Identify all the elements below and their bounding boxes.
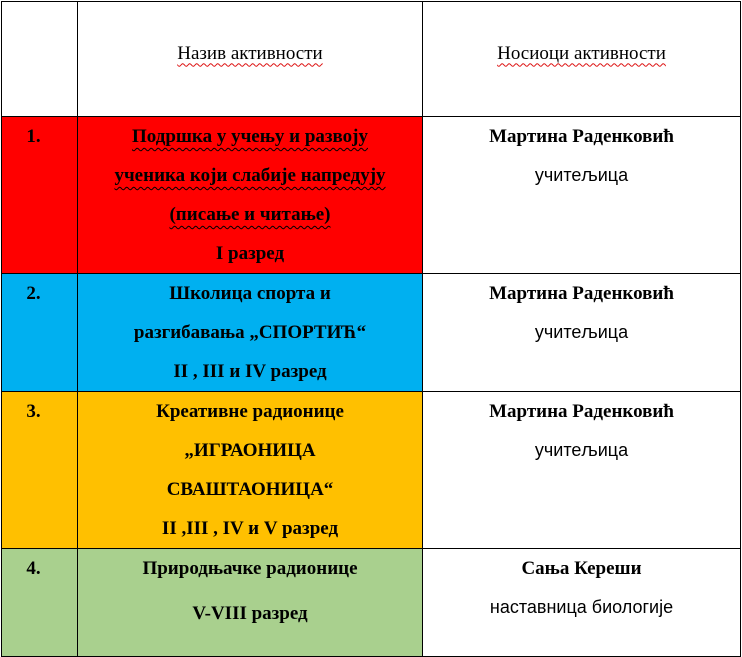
lead-name: Мартина Раденковић (489, 401, 674, 422)
activity-name-cell (78, 274, 423, 392)
activity-name-line: Подршка у учењу и развоју (131, 126, 368, 147)
lead-role: наставница биологије (489, 597, 674, 617)
activity-name-line: разгибавања „СПОРТИЋ“ (133, 322, 367, 343)
activity-lead-cell (423, 392, 741, 549)
lead-role: учитељица (534, 322, 629, 342)
activity-grade-line: I разред (215, 243, 285, 264)
lead-name: Мартина Раденковић (489, 283, 674, 304)
header-number-cell (2, 2, 78, 117)
activity-lead-cell (423, 549, 741, 657)
activity-lead-cell (423, 274, 741, 392)
activity-lead-cell (423, 117, 741, 274)
activities-table (1, 1, 741, 657)
table-row (2, 549, 741, 657)
row-number: 4. (2, 549, 78, 657)
row-number: 1. (2, 117, 78, 274)
activity-name-cell (78, 549, 423, 657)
activity-name-line: СВАШТАОНИЦА“ (166, 479, 334, 500)
activity-name-line: ученика који слабије напредују (114, 165, 386, 186)
lead-role: учитељица (534, 440, 629, 460)
activity-grade-line: V-VIII разред (192, 603, 308, 624)
lead-role: учитељица (534, 165, 629, 185)
table-row (2, 392, 741, 549)
row-number: 3. (2, 392, 78, 549)
activity-name-line: (писање и читање) (169, 204, 331, 225)
activity-name-line: „ИГРАОНИЦА (184, 440, 316, 461)
lead-name: Сања Кереши (521, 558, 642, 579)
row-number: 2. (2, 274, 78, 392)
activity-name-line: Креативне радионице (156, 401, 344, 422)
activity-name-line: Школица спорта и (169, 283, 331, 304)
header-activity-name-cell (78, 2, 423, 117)
header-activity-name: Назив активности (177, 42, 323, 64)
activity-name-cell (78, 392, 423, 549)
table-row (2, 117, 741, 274)
header-activity-lead: Носиоци активности (497, 42, 666, 64)
table-header-row (2, 2, 741, 117)
activity-grade-line: II , III и IV разред (173, 361, 327, 382)
header-activity-lead-cell (423, 2, 741, 117)
table-row (2, 274, 741, 392)
activity-name-line: Природњачке радионице (142, 558, 358, 579)
activity-name-cell (78, 117, 423, 274)
activity-grade-line: II ,III , IV и V разред (161, 518, 339, 539)
lead-name: Мартина Раденковић (489, 126, 674, 147)
